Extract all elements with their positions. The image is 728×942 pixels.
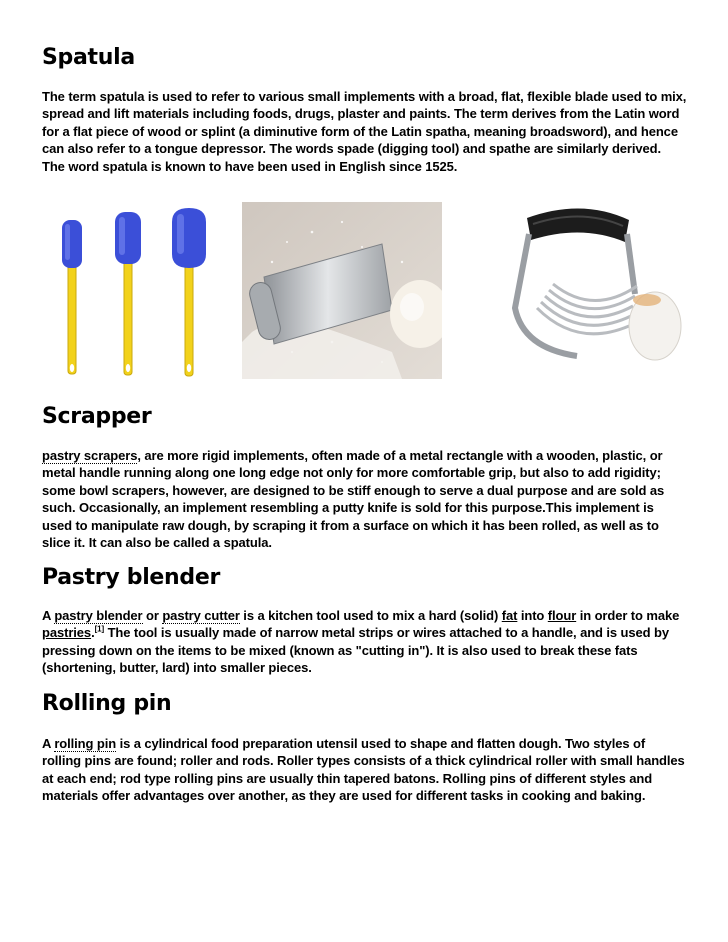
heading-scrapper: Scrapper: [42, 404, 152, 429]
blender-text-6: .: [91, 625, 95, 641]
blender-text-4: into: [517, 608, 548, 623]
paragraph-rolling-pin: [42, 735, 687, 805]
link-fat[interactable]: fat: [501, 608, 518, 623]
term-pastry-scrapers: pastry scrapers: [42, 448, 138, 463]
reference-1[interactable]: [1]: [94, 625, 105, 635]
link-flour[interactable]: flour: [547, 608, 577, 623]
term-pastry-cutter: pastry cutter: [162, 608, 240, 623]
rolling-text-2: is a cylindrical food preparation utensil used to shape and flatten dough. Two styles of rolling pins are found; roller and rods. Roller types consists of a thick cylindrical roller with small handles at each end; rod type rolling pins are usually thin tapered batons. Rolling pins of different styles and materials offer advantages over another, as they are used for different tasks in cooking and baking.: [42, 736, 685, 804]
spatula-large: [172, 208, 206, 376]
heading-pastry-blender: Pastry blender: [42, 565, 221, 590]
blender-text-7: The tool is usually made of narrow metal strips or wires attached to a handle, and is used by pressing down on the items to be mixed (known as "cutting in"). It is also used to break these fats (shortening, butter, lard) into smaller pieces.: [42, 625, 669, 676]
spatulas-image: [44, 202, 224, 380]
spatula-medium: [115, 212, 141, 375]
heading-rolling-pin: Rolling pin: [42, 691, 172, 716]
blender-text-2: or: [142, 608, 163, 623]
spatula-small: [62, 220, 82, 374]
paragraph-scrapper: [42, 447, 687, 551]
link-pastries[interactable]: pastries: [42, 625, 92, 641]
blender-text-5: in order to make: [576, 608, 680, 623]
bench-scraper-image: [242, 202, 442, 379]
rolling-text-1: A: [42, 736, 55, 751]
scrapper-text: , are more rigid implements, often made of a metal rectangle with a wooden, plastic, or metal handle running along one long edge not only for more comfortable grip, but also to add rigidity; some bowl scrapers, however, are designed to be stiff enough to serve a dual purpose and are sold as such. Occasionally, an implement resembling a putty knife is sold for this purpose.This implement is used to manipulate raw dough, by scraping it from a surface on which it has been rolled, as well as to slice it. It can also be called a spatula.: [42, 448, 665, 551]
term-pastry-blender: pastry blender: [54, 608, 143, 623]
paragraph-pastry-blender: [42, 607, 687, 677]
pastry-blender-image: [497, 198, 687, 378]
blender-text-1: A: [42, 608, 55, 623]
term-rolling-pin: rolling pin: [54, 736, 117, 751]
heading-spatula: Spatula: [42, 45, 135, 70]
paragraph-spatula: The term spatula is used to refer to various small implements with a broad, flat, flexible blade used to mix, spread and lift materials including foods, drugs, plaster and paints. The term derives from the Latin word for a flat piece of wood or splint (a diminutive form of the Latin spatha, meaning broadsword), and hence can also refer to a tongue depressor. The words spade (digging tool) and spathe are similarly derived. The word spatula is known to have been used in English since 1525.: [42, 89, 687, 174]
blender-text-3: is a kitchen tool used to mix a hard (solid): [239, 608, 502, 623]
